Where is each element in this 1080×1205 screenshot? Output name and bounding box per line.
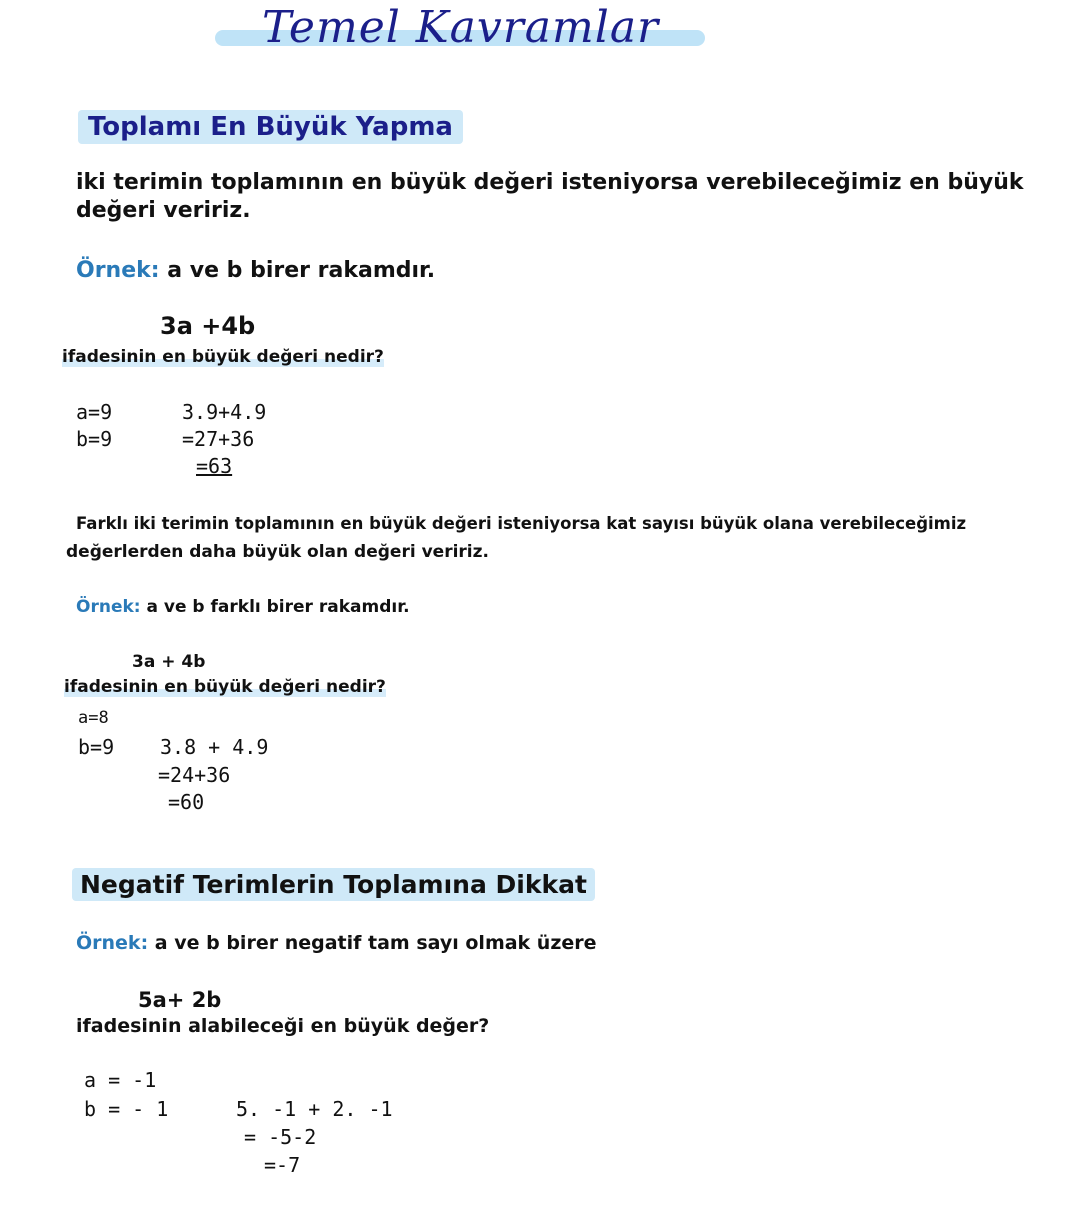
rule-text-line-1: iki terimin toplamının en büyük değeri isteniyorsa verebileceğimiz en büyük: [76, 170, 1024, 195]
example-label: Örnek:: [76, 932, 149, 954]
example-2-step-1: 3.8 + 4.9: [160, 735, 269, 759]
example-2-line: [76, 597, 410, 617]
example-1-question: ifadesinin en büyük değeri nedir?: [62, 347, 384, 367]
example-statement: a ve b birer rakamdır.: [167, 258, 436, 283]
example-1-b-value: b=9: [76, 427, 113, 451]
page-title: Temel Kavramlar: [262, 2, 660, 53]
example-2-question: ifadesinin en büyük değeri nedir?: [64, 677, 386, 697]
example-2-step-2: =24+36: [158, 763, 231, 787]
section-heading-negative-terms: Negatif Terimlerin Toplamına Dikkat: [72, 868, 595, 901]
example-2-a-value: a=8: [78, 708, 109, 728]
example-2-expression: 3a + 4b: [132, 652, 206, 672]
rule-2-text-line-2: değerlerden daha büyük olan değeri veririz.: [66, 542, 489, 562]
example-1-expression: 3a +4b: [160, 312, 256, 340]
example-2-b-value: b=9: [78, 735, 115, 759]
example-3-step-2: = -5-2: [244, 1125, 317, 1149]
example-label: Örnek:: [76, 258, 160, 283]
example-3-expression: 5a+ 2b: [138, 988, 222, 1012]
example-2-step-3: =60: [168, 790, 205, 814]
example-1-a-value: a=9: [76, 400, 113, 424]
example-3-step-1: 5. -1 + 2. -1: [236, 1097, 393, 1121]
example-statement: a ve b farklı birer rakamdır.: [146, 597, 410, 617]
example-1-step-3: =63: [196, 454, 233, 478]
rule-text-line-2: değeri veririz.: [76, 198, 251, 223]
example-label: Örnek:: [76, 597, 141, 617]
example-3-line: [76, 932, 597, 954]
example-3-step-3: =-7: [264, 1153, 301, 1177]
rule-2-text-line-1: Farklı iki terimin toplamının en büyük değeri isteniyorsa kat sayısı büyük olana verebileceğimiz: [76, 514, 967, 533]
section-heading-max-sum: Toplamı En Büyük Yapma: [78, 110, 463, 144]
example-3-question: ifadesinin alabileceği en büyük değer?: [76, 1015, 490, 1037]
example-1-line: [76, 258, 435, 283]
example-3-b-value: b = - 1: [84, 1097, 169, 1121]
example-1-step-2: =27+36: [182, 427, 255, 451]
example-3-a-value: a = -1: [84, 1068, 157, 1092]
example-statement: a ve b birer negatif tam sayı olmak üzere: [154, 932, 597, 954]
example-1-step-1: 3.9+4.9: [182, 400, 267, 424]
